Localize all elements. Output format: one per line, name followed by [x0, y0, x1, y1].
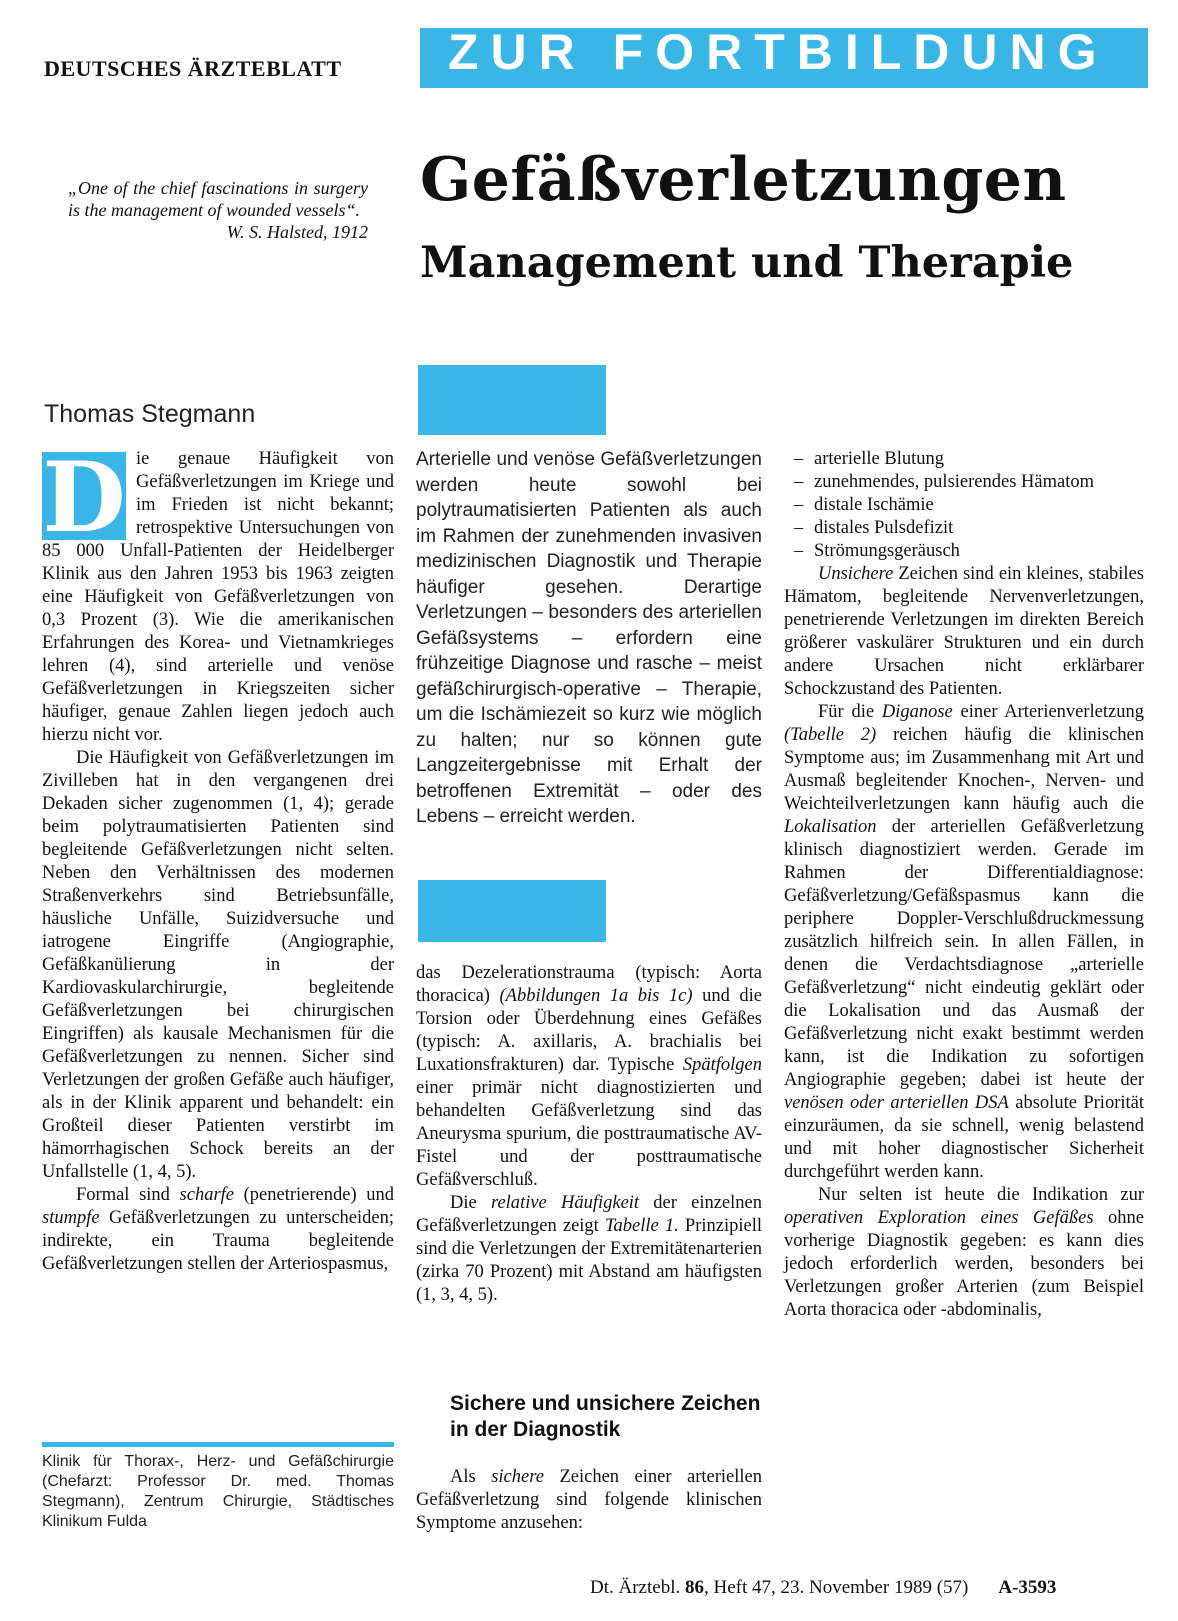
italic-run: Unsichere	[818, 564, 894, 584]
text-run: der einzelnen Gefäßverletzungen zeigt	[416, 1193, 762, 1236]
text-run: Für die	[818, 702, 882, 722]
text-run: Als	[450, 1467, 492, 1487]
text-run: ohne vorherige Diagnostik gegeben: es kann dies jedoch erforderlich werden, besonders bei Verletzungen großer Arterien (zum Beispiel Aorta thoracica oder -abdominalis,	[784, 1208, 1144, 1320]
text-run: Nur selten ist heute die Indikation zur	[818, 1185, 1144, 1205]
lead-paragraph: Arterielle und venöse Gefäßverletzungen werden heute sowohl bei polytraumatisierten Patienten als auch im Rahmen der zunehmenden invasiven medizinischen Diagnostik und Therapie häufiger gesehen. Derartige Verletzungen – besonders des arteriellen Gefäßsystems – erfordern eine frühzeitige Diagnose und rasche – meist gefäßchirurgisch-operative – Therapie, um die Ischämiezeit so kurz wie möglich zu halten; nur so können gute Langzeitergebnisse mit Erhalt der betroffenen Extremität – oder des Lebens – erreicht werden.	[416, 449, 762, 827]
section-subheading: Sichere und unsichere Zeichen in der Diagnostik	[450, 1392, 761, 1441]
text-run: einer Arterienverletzung	[952, 702, 1144, 722]
text-run: Zeichen einer arteriellen Gefäßverletzung sind folgende klinischen Symptome anzusehen:	[416, 1467, 763, 1533]
citation-text: , Heft 47, 23. November 1989 (57)	[703, 1577, 969, 1598]
drop-cap: D	[42, 441, 126, 554]
citation-text: Dt. Ärztebl.	[590, 1577, 685, 1598]
text-run: das Dezelerationstrauma (typisch: Aorta thoracica)	[416, 963, 762, 1006]
italic-run: Lokalisation	[784, 817, 877, 837]
page-footer	[590, 1577, 1056, 1599]
volume-number: 86	[684, 1577, 704, 1598]
article-subtitle: Management und Therapie	[420, 238, 1074, 288]
text-run: der arteriellen Gefäßverletzung klinisch diagnostiziert werden. Gerade im Rahmen der Differentialdiagnose: Gefäßverletzung/Gefäßspasmus kann die periphere Doppler-Verschlußdruckmessung zusätzlich hilfreich sein. In allen Fällen, in denen die Verdachtsdiagnose „arterielle Gefäßverletzung“ nicht eindeutig geklärt oder die Lokalisation und das Ausmaß der Gefäßverletzung nicht exakt bestimmt werden kann, ist die Indikation zu sofortigen Angiographie gegeben; dabei ist heute der	[784, 817, 1144, 1090]
decorative-blue-block	[418, 880, 606, 942]
italic-run: (Tabelle 2)	[784, 725, 877, 745]
text-run: einer primär nicht diagnostizierten und behandelten Gefäßverletzung sind das Aneurysma spurium, die posttraumatische AV-Fistel und der posttraumatische Gefäßverschluß.	[416, 1078, 762, 1190]
list-item: – zunehmendes, pulsierendes Hämatom	[784, 471, 1144, 494]
paragraph	[42, 441, 394, 747]
paragraph	[784, 701, 1144, 1184]
paragraph	[42, 1184, 394, 1276]
paragraph	[784, 1184, 1144, 1322]
list-item: – Strömungsgeräusch	[784, 540, 1144, 563]
page-number: A-3593	[998, 1577, 1057, 1598]
paragraph	[784, 563, 1144, 701]
italic-run: relative Häufigkeit	[490, 1193, 640, 1213]
affiliation-rule	[42, 1442, 394, 1447]
italic-run: sichere	[491, 1467, 544, 1487]
text-column-1	[42, 441, 395, 1276]
author-affiliation: Klinik für Thorax-, Herz- und Gefäßchirurgie (Chefarzt: Professor Dr. med. Thomas Stegmann), Zentrum Chirurgie, Städtisches Klinikum Fulda	[42, 1453, 394, 1530]
italic-run: stumpfe	[42, 1208, 100, 1228]
text-run: Gefäßverletzungen zu unterscheiden; indirekte, ein Trauma begleitende Gefäßverletzungen stellen der Arteriospasmus,	[42, 1208, 394, 1274]
paragraph	[416, 962, 762, 1192]
decorative-blue-block	[418, 365, 606, 435]
italic-run: venösen oder arteriellen DSA	[784, 1093, 1009, 1113]
section-banner: ZUR FORTBILDUNG	[420, 28, 1148, 88]
text-run: Zeichen sind ein kleines, stabiles Hämatom, begleitende Nervenverletzungen, penetrierende Verletzungen im direkten Bereich größerer vaskulärer Strukturen und ein durch andere Ursachen nicht erklärbarer Schockzustand des Patienten.	[784, 564, 1144, 699]
text-column-2-bottom	[416, 1466, 762, 1535]
epigraph-text: „One of the chief fascinations in surgery is the management of wounded vessels“.	[68, 178, 368, 220]
list-item: – distales Pulsdefizit	[784, 517, 1144, 540]
text-run: und die Torsion oder Überdehnung eines Gefäßes (typisch: A. axillaris, A. brachialis bei Luxationsfrakturen) dar. Typische	[416, 986, 762, 1075]
text-run: absolute Priorität einzuräumen, da sie schnell, wenig belastend und mit hoher diagnostischer Sicherheit durchgeführt werden kann.	[784, 1093, 1144, 1182]
symptom-list	[784, 448, 1144, 563]
paragraph-text: ie genaue Häufigkeit von Gefäßverletzungen im Kriege und im Frieden ist nicht bekannt; retrospektive Untersuchungen von 85 000 Unfall-Patienten der Heidelberger Klinik aus den Jahren 1953 bis 1963 zeigten eine Häufigkeit von Gefäßverletzungen von 0,3 Prozent (3). Wie die amerikanischen Erfahrungen des Korea- und Vietnamkrieges lehren (4), sind arterielle und venöse Gefäßverletzungen in Kriegszeiten sicher häufiger, genaue Zahlen liegen jedoch auch hierzu nicht vor.	[42, 449, 394, 745]
epigraph	[68, 177, 368, 243]
article-title: Gefäßverletzungen	[420, 145, 1067, 215]
italic-run: scharfe	[179, 1185, 235, 1205]
italic-run: Diganose	[881, 702, 953, 722]
italic-run: Spätfolgen	[682, 1055, 762, 1075]
list-item: – distale Ischämie	[784, 494, 1144, 517]
paragraph	[416, 1192, 762, 1307]
text-run: reichen häufig die klinischen Symptome aus; im Zusammenhang mit Art und Ausmaß begleitender Knochen-, Nerven- und Weichteilverletzungen kann häufig auch die	[784, 725, 1144, 814]
text-run: (penetrierende) und	[234, 1185, 395, 1205]
author-name: Thomas Stegmann	[44, 400, 256, 428]
text-run: Formal sind	[76, 1185, 180, 1205]
italic-run: operativen Exploration eines Gefäßes	[784, 1208, 1094, 1228]
paragraph	[416, 1466, 762, 1535]
italic-run: Tabelle 1.	[604, 1216, 679, 1236]
epigraph-attribution: W. S. Halsted, 1912	[226, 222, 368, 242]
journal-name: DEUTSCHES ÄRZTEBLATT	[44, 56, 342, 81]
text-run: Prinzipiell sind die Verletzungen der Extremitätenarterien (zirka 70 Prozent) mit Abstand am häufigsten (1, 3, 4, 5).	[416, 1216, 762, 1305]
paragraph: Die Häufigkeit von Gefäßverletzungen im Zivilleben hat in den vergangenen drei Dekaden sicher zugenommen (1, 4); gerade beim polytraumatisierten Patienten sind begleitende Gefäßverletzungen nicht selten. Neben den Verhältnissen des modernen Straßenverkehrs sind Betriebsunfälle, häusliche Unfälle, Suizidversuche und iatrogene Eingriffe (Angiographie, Gefäßkanülierung in der Kardiovaskularchirurgie, begleitende Gefäßverletzungen bei chirurgischen Eingriffen) als kausale Mechanismen für die Gefäßverletzungen zu nennen. Sicher sind Verletzungen der großen Gefäße auch häufiger, als in der Klinik apparent und behandelt: ein Großteil dieser Patienten verstirbt im hämorrhagischen Schock bereits an der Unfallstelle (1, 4, 5).	[42, 748, 394, 1182]
list-item: – arterielle Blutung	[784, 448, 1144, 471]
text-column-3	[784, 448, 1144, 1322]
text-column-2	[416, 962, 762, 1307]
text-run: Die	[450, 1193, 491, 1213]
italic-run: (Abbildungen 1a bis 1c)	[499, 986, 693, 1006]
